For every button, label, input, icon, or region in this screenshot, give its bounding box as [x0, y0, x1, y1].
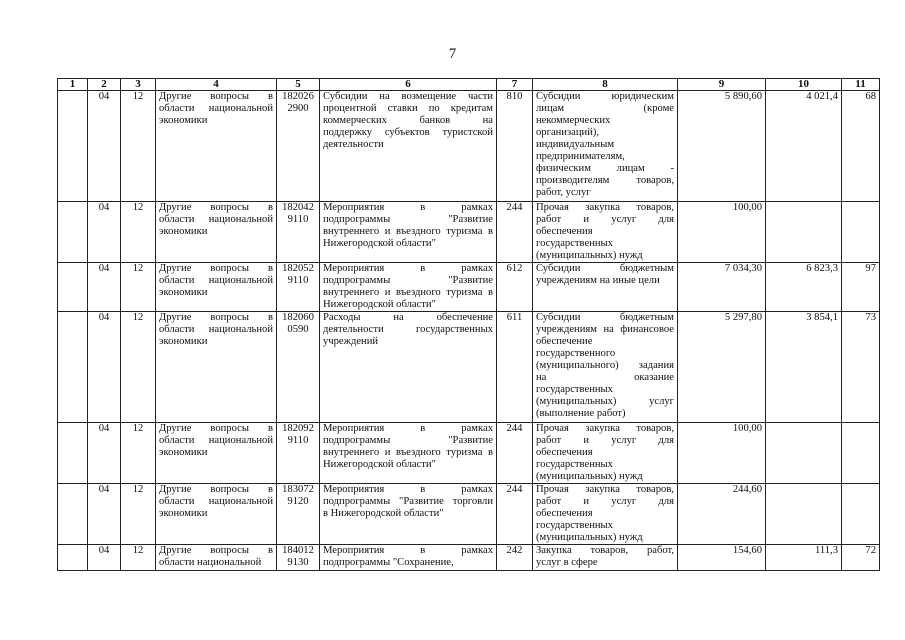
target-article-name-line: Нижегородской области" — [323, 299, 436, 310]
expense-type-name-line: Субсидии бюджетным — [536, 263, 674, 274]
target-article-code — [277, 202, 320, 263]
column-header-8: 8 — [533, 79, 678, 91]
expense-type-name-line: лицам (кроме — [536, 103, 674, 114]
target-article-name-line: Мероприятия в рамках — [323, 423, 493, 434]
expense-type-name-line: государственных — [536, 384, 613, 395]
section-name-line: экономики — [159, 287, 208, 298]
column-header-4: 4 — [156, 79, 277, 91]
execution-percent — [842, 484, 880, 545]
execution-percent — [842, 423, 880, 484]
target-article-code-line: 9110 — [287, 435, 309, 446]
target-article-code — [277, 423, 320, 484]
expense-type-name-line: обеспечения — [536, 508, 593, 519]
actual-amount: 3 854,1 — [766, 312, 842, 423]
actual-amount: 111,3 — [766, 545, 842, 571]
expense-type-name — [533, 484, 678, 545]
section-name-line: области национальной — [159, 496, 273, 507]
target-article-name-line: деятельности — [323, 139, 384, 150]
expense-type-name-line: обеспечения — [536, 226, 593, 237]
expense-type-name-line: работ, услуг — [536, 187, 591, 198]
section-name-line: области национальной — [159, 557, 262, 568]
expense-type-name-line: государственного — [536, 348, 616, 359]
section-name-line: Другие вопросы в — [159, 91, 273, 102]
table-row — [58, 91, 880, 202]
target-article-code — [277, 263, 320, 312]
target-article-code-line: 182026 — [282, 91, 314, 102]
target-article-code-line: 9130 — [287, 557, 309, 568]
cell-col1 — [58, 91, 88, 202]
subsection-code: 12 — [121, 484, 156, 545]
target-article-name-line: Мероприятия в рамках — [323, 484, 493, 495]
section-code: 04 — [88, 312, 121, 423]
section-name-line: экономики — [159, 336, 208, 347]
actual-amount: 6 823,3 — [766, 263, 842, 312]
section-code: 04 — [88, 91, 121, 202]
target-article-name-line: подпрограммы "Развитие торговли — [323, 496, 493, 507]
expense-type-name-line: обеспечение — [536, 336, 593, 347]
expense-type-name-line: Субсидии бюджетным — [536, 312, 674, 323]
execution-percent: 68 — [842, 91, 880, 202]
expense-type-name-line: государственных — [536, 520, 613, 531]
section-name — [156, 423, 277, 484]
section-code: 04 — [88, 202, 121, 263]
target-article-name-line: коммерческих банков на — [323, 115, 493, 126]
target-article-name-line: в Нижегородской области" — [323, 508, 444, 519]
section-name-line: Другие вопросы в — [159, 312, 273, 323]
table-row — [58, 484, 880, 545]
section-code: 04 — [88, 423, 121, 484]
column-header-2: 2 — [88, 79, 121, 91]
section-name-line: экономики — [159, 508, 208, 519]
target-article-name-line: Расходы на обеспечение — [323, 312, 493, 323]
expense-type-name — [533, 423, 678, 484]
target-article-code-line: 182092 — [282, 423, 314, 434]
expense-type-name-line: государственных — [536, 238, 613, 249]
expense-type-name — [533, 91, 678, 202]
section-name — [156, 202, 277, 263]
section-name-line: области национальной — [159, 214, 273, 225]
actual-amount — [766, 202, 842, 263]
expense-type-name — [533, 312, 678, 423]
execution-percent: 97 — [842, 263, 880, 312]
expense-type-name-line: Прочая закупка товаров, — [536, 202, 674, 213]
section-name-line: экономики — [159, 226, 208, 237]
target-article-name — [320, 91, 497, 202]
column-header-3: 3 — [121, 79, 156, 91]
target-article-code — [277, 484, 320, 545]
cell-col1 — [58, 545, 88, 571]
section-name-line: области национальной — [159, 435, 273, 446]
expense-type-code: 242 — [497, 545, 533, 571]
target-article-code-line: 183072 — [282, 484, 314, 495]
actual-amount — [766, 423, 842, 484]
expense-type-name-line: учреждениям на иные цели — [536, 275, 660, 286]
expense-type-name-line: (выполнение работ) — [536, 408, 626, 419]
expense-type-name-line: (муниципальных) нужд — [536, 532, 643, 543]
table-row — [58, 202, 880, 263]
expense-type-name — [533, 202, 678, 263]
expense-type-name-line: (муниципального) задания — [536, 360, 674, 371]
target-article-code-line: 182060 — [282, 312, 314, 323]
actual-amount: 4 021,4 — [766, 91, 842, 202]
section-name-line: Другие вопросы в — [159, 263, 273, 274]
expense-type-name-line: работ и услуг для — [536, 435, 674, 446]
column-header-1: 1 — [58, 79, 88, 91]
expense-type-name-line: организаций), — [536, 127, 600, 138]
target-article-code-line: 184012 — [282, 545, 314, 556]
target-article-name-line: Мероприятия в рамках — [323, 263, 493, 274]
section-name-line: области национальной — [159, 324, 273, 335]
expense-type-name-line: услуг в сфере — [536, 557, 598, 568]
column-header-11: 11 — [842, 79, 880, 91]
target-article-name-line: подпрограммы "Сохранение, — [323, 557, 454, 568]
table-row — [58, 263, 880, 312]
section-name-line: Другие вопросы в — [159, 545, 273, 556]
target-article-code — [277, 545, 320, 571]
target-article-code-line: 2900 — [287, 103, 309, 114]
expense-type-name-line: обеспечения — [536, 447, 593, 458]
target-article-name-line: поддержку субъектов туристской — [323, 127, 493, 138]
target-article-name-line: Нижегородской области" — [323, 238, 436, 249]
table-body — [58, 91, 880, 571]
target-article-name-line: подпрограммы "Развитие — [323, 275, 493, 286]
target-article-name-line: внутреннего и въездного туризма в — [323, 447, 493, 458]
expense-type-code: 611 — [497, 312, 533, 423]
section-code: 04 — [88, 545, 121, 571]
section-code: 04 — [88, 263, 121, 312]
expense-type-name-line: некоммерческих — [536, 115, 611, 126]
cell-col1 — [58, 484, 88, 545]
table-row — [58, 545, 880, 571]
planned-amount: 5 890,60 — [678, 91, 766, 202]
target-article-code-line: 0590 — [287, 324, 309, 335]
section-code: 04 — [88, 484, 121, 545]
expense-type-name-line: физическим лицам - — [536, 163, 674, 174]
target-article-code — [277, 312, 320, 423]
subsection-code: 12 — [121, 545, 156, 571]
execution-percent — [842, 202, 880, 263]
column-header-10: 10 — [766, 79, 842, 91]
budget-table — [57, 78, 880, 571]
subsection-code: 12 — [121, 312, 156, 423]
header-row — [58, 79, 880, 91]
target-article-name-line: подпрограммы "Развитие — [323, 435, 493, 446]
section-name — [156, 91, 277, 202]
column-header-5: 5 — [277, 79, 320, 91]
expense-type-code: 612 — [497, 263, 533, 312]
expense-type-name-line: Прочая закупка товаров, — [536, 484, 674, 495]
table-row — [58, 312, 880, 423]
table-row — [58, 423, 880, 484]
target-article-name — [320, 545, 497, 571]
expense-type-name-line: работ и услуг для — [536, 214, 674, 225]
expense-type-name-line: Субсидии юридическим — [536, 91, 674, 102]
expense-type-code: 244 — [497, 484, 533, 545]
subsection-code: 12 — [121, 202, 156, 263]
target-article-name-line: внутреннего и въездного туризма в — [323, 226, 493, 237]
expense-type-name-line: Прочая закупка товаров, — [536, 423, 674, 434]
target-article-name-line: процентной ставки по кредитам — [323, 103, 493, 114]
planned-amount: 100,00 — [678, 202, 766, 263]
expense-type-name-line: учреждениям на финансовое — [536, 324, 674, 335]
actual-amount — [766, 484, 842, 545]
expense-type-name-line: (муниципальных) нужд — [536, 471, 643, 482]
execution-percent: 73 — [842, 312, 880, 423]
section-name-line: Другие вопросы в — [159, 423, 273, 434]
target-article-name-line: подпрограммы "Развитие — [323, 214, 493, 225]
subsection-code: 12 — [121, 263, 156, 312]
expense-type-name — [533, 263, 678, 312]
planned-amount: 154,60 — [678, 545, 766, 571]
expense-type-name-line: (муниципальных) нужд — [536, 250, 643, 261]
subsection-code: 12 — [121, 423, 156, 484]
target-article-code-line: 182042 — [282, 202, 314, 213]
target-article-name — [320, 484, 497, 545]
section-name-line: области национальной — [159, 103, 273, 114]
expense-type-name-line: (муниципальных) услуг — [536, 396, 674, 407]
expense-type-code: 244 — [497, 202, 533, 263]
cell-col1 — [58, 312, 88, 423]
section-name-line: Другие вопросы в — [159, 202, 273, 213]
section-name — [156, 312, 277, 423]
target-article-name-line: Мероприятия в рамках — [323, 202, 493, 213]
target-article-name — [320, 202, 497, 263]
expense-type-name-line: индивидуальным — [536, 139, 615, 150]
target-article-code — [277, 91, 320, 202]
column-header-6: 6 — [320, 79, 497, 91]
cell-col1 — [58, 263, 88, 312]
target-article-name-line: Мероприятия в рамках — [323, 545, 493, 556]
section-name — [156, 545, 277, 571]
section-name-line: экономики — [159, 447, 208, 458]
section-name — [156, 263, 277, 312]
target-article-code-line: 9120 — [287, 496, 309, 507]
subsection-code: 12 — [121, 91, 156, 202]
column-header-7: 7 — [497, 79, 533, 91]
target-article-code-line: 9110 — [287, 214, 309, 225]
expense-type-name-line: предпринимателям, — [536, 151, 625, 162]
section-name-line: экономики — [159, 115, 208, 126]
section-name-line: Другие вопросы в — [159, 484, 273, 495]
expense-type-code: 810 — [497, 91, 533, 202]
target-article-name — [320, 312, 497, 423]
expense-type-name — [533, 545, 678, 571]
target-article-name-line: деятельности государственных — [323, 324, 493, 335]
target-article-name-line: учреждений — [323, 336, 379, 347]
expense-type-name-line: производителям товаров, — [536, 175, 674, 186]
planned-amount: 244,60 — [678, 484, 766, 545]
target-article-name — [320, 423, 497, 484]
expense-type-name-line: государственных — [536, 459, 613, 470]
planned-amount: 5 297,80 — [678, 312, 766, 423]
cell-col1 — [58, 202, 88, 263]
target-article-name-line: Субсидии на возмещение части — [323, 91, 493, 102]
expense-type-code: 244 — [497, 423, 533, 484]
target-article-name-line: Нижегородской области" — [323, 459, 436, 470]
expense-type-name-line: на оказание — [536, 372, 674, 383]
target-article-name — [320, 263, 497, 312]
section-name-line: области национальной — [159, 275, 273, 286]
page-number: 7 — [448, 46, 457, 62]
target-article-name-line: внутреннего и въездного туризма в — [323, 287, 493, 298]
planned-amount: 100,00 — [678, 423, 766, 484]
expense-type-name-line: работ и услуг для — [536, 496, 674, 507]
target-article-code-line: 182052 — [282, 263, 314, 274]
expense-type-name-line: Закупка товаров, работ, — [536, 545, 674, 556]
section-name — [156, 484, 277, 545]
column-header-9: 9 — [678, 79, 766, 91]
planned-amount: 7 034,30 — [678, 263, 766, 312]
cell-col1 — [58, 423, 88, 484]
execution-percent: 72 — [842, 545, 880, 571]
target-article-code-line: 9110 — [287, 275, 309, 286]
